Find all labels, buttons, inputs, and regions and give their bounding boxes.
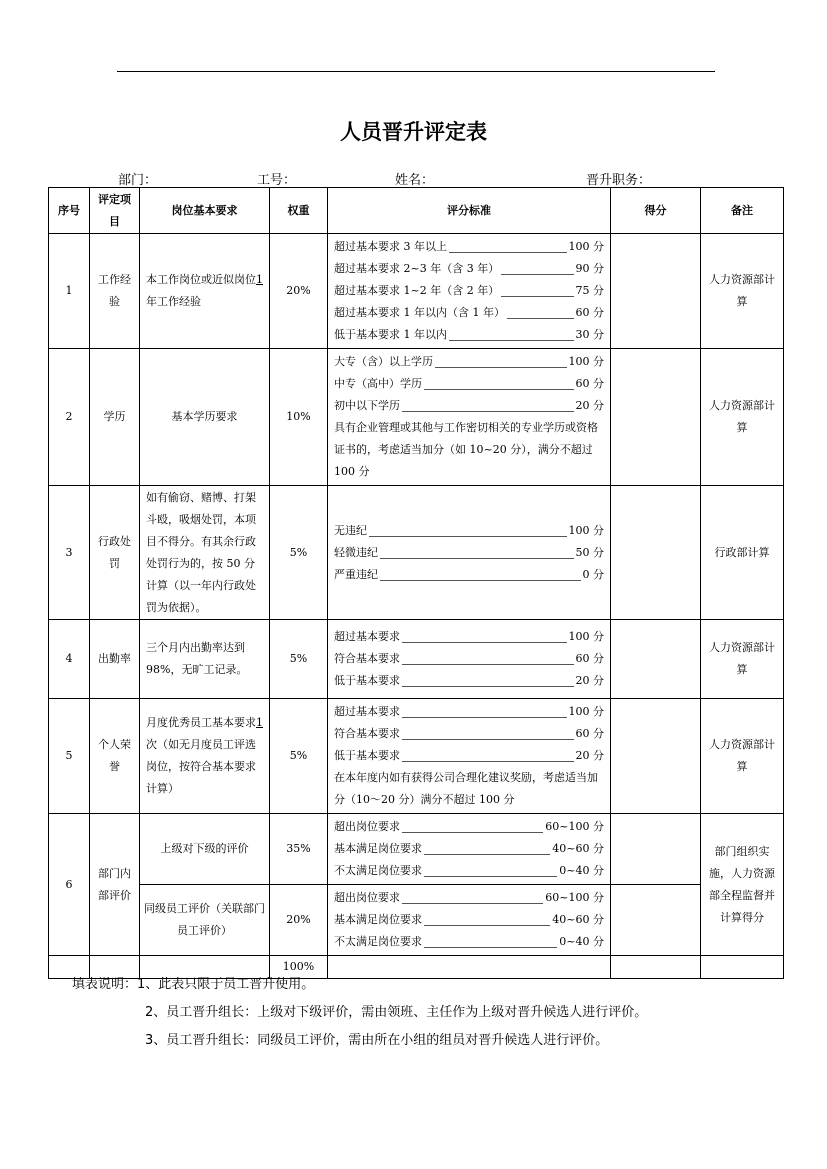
col-header-note: 备注 (701, 188, 784, 234)
col-header-requirement: 岗位基本要求 (140, 188, 270, 234)
col-header-criteria: 评分标准 (328, 188, 611, 234)
table-row (49, 885, 784, 956)
score-input-cell[interactable] (611, 234, 701, 349)
row-weight: 20% (270, 885, 328, 956)
total-score-cell[interactable] (611, 956, 701, 979)
evaluation-table (48, 187, 784, 979)
table-row (49, 699, 784, 814)
col-header-item: 评定项目 (90, 188, 140, 234)
row-item: 个人荣誉 (90, 699, 140, 814)
row-no: 1 (49, 234, 90, 349)
row-requirement: 月度优秀员工基本要求1次（如无月度员工评选岗位，按符合基本要求计算） (140, 699, 270, 814)
row-no: 4 (49, 620, 90, 699)
row-requirement: 三个月内出勤率达到 98%，无旷工记录。 (140, 620, 270, 699)
row-requirement: 同级员工评价（关联部门员工评价） (140, 885, 270, 956)
row-note: 人力资源部计算 (701, 349, 784, 486)
instruction-line-3: 3、员工晋升组长：同级员工评价，需由所在小组的组员对晋升候选人进行评价。 (145, 1033, 609, 1048)
row-requirement: 上级对下级的评价 (140, 814, 270, 885)
table-row (49, 620, 784, 699)
row-requirement: 本工作岗位或近似岗位1年工作经验 (140, 234, 270, 349)
instruction-line-2: 2、员工晋升组长：上级对下级评价，需由领班、主任作为上级对晋升候选人进行评价。 (145, 1005, 648, 1020)
score-input-cell[interactable] (611, 349, 701, 486)
row-item: 部门内部评价 (90, 814, 140, 956)
row-note: 人力资源部计算 (701, 234, 784, 349)
row-item: 工作经验 (90, 234, 140, 349)
table-row (49, 349, 784, 486)
row-weight: 10% (270, 349, 328, 486)
score-input-cell[interactable] (611, 699, 701, 814)
table-row (49, 234, 784, 349)
row-weight: 5% (270, 699, 328, 814)
row-criteria: 超过基本要求 100 分 符合基本要求 60 分 低于基本要求 20 分 (328, 620, 611, 699)
row-no: 2 (49, 349, 90, 486)
table-row (49, 486, 784, 620)
employee-no-label: 工号： (257, 173, 297, 188)
row-weight: 5% (270, 486, 328, 620)
header-rule (117, 71, 715, 72)
score-input-cell[interactable] (611, 885, 701, 956)
row-note: 部门组织实施，人力资源部全程监督并计算得分 (701, 814, 784, 956)
instruction-line-1: 填表说明：1、此表只限于员工晋升使用。 (72, 977, 315, 992)
row-note: 人力资源部计算 (701, 699, 784, 814)
row-item: 行政处罚 (90, 486, 140, 620)
target-position-label: 晋升职务： (586, 173, 652, 188)
score-input-cell[interactable] (611, 620, 701, 699)
row-criteria: 超出岗位要求 60~100 分 基本满足岗位要求 40~60 分 不太满足岗位要求 0~40 分 (328, 885, 611, 956)
row-weight: 35% (270, 814, 328, 885)
row-note: 行政部计算 (701, 486, 784, 620)
row-no: 3 (49, 486, 90, 620)
row-criteria: 无违纪 100 分 轻微违纪 50 分 严重违纪 0 分 (328, 486, 611, 620)
row-criteria: 超过基本要求 100 分 符合基本要求 60 分 低于基本要求 20 分 在本年度内如有获得公司合理化建议奖励，考虑适当加分（10～20 分）满分不超过 100 分 (328, 699, 611, 814)
bonus-note: 在本年度内如有获得公司合理化建议奖励，考虑适当加分（10～20 分）满分不超过 100 分 (334, 771, 598, 806)
row-weight: 5% (270, 620, 328, 699)
row-weight: 20% (270, 234, 328, 349)
page-title: 人员晋升评定表 (340, 120, 487, 144)
score-input-cell[interactable] (611, 486, 701, 620)
row-no: 5 (49, 699, 90, 814)
row-note: 人力资源部计算 (701, 620, 784, 699)
name-label: 姓名： (395, 173, 435, 188)
row-criteria: 大专（含）以上学历 100 分 中专（高中）学历 60 分 初中以下学历 20 分 具有企业管理或其他与工作密切相关的专业学历或资格证书的，考虑适当加分（如 10~20 分），满分不超过 100 分 (328, 349, 611, 486)
row-criteria: 超出岗位要求 60~100 分 基本满足岗位要求 40~60 分 不太满足岗位要求 0~40 分 (328, 814, 611, 885)
col-header-weight: 权重 (270, 188, 328, 234)
header-row (49, 188, 784, 234)
col-header-no: 序号 (49, 188, 90, 234)
dept-label: 部门： (118, 173, 158, 188)
row-requirement: 基本学历要求 (140, 349, 270, 486)
bonus-note: 具有企业管理或其他与工作密切相关的专业学历或资格证书的，考虑适当加分（如 10~20 分），满分不超过 100 分 (334, 421, 598, 478)
row-criteria: 超过基本要求 3 年以上 100 分 超过基本要求 2~3 年（含 3 年） 90 分 超过基本要求 1~2 年（含 2 年） 75 分 超过基本要求 1 年以内（含 1 年） 60 分 低于基本要求 1 年以内 30 分 (328, 234, 611, 349)
score-input-cell[interactable] (611, 814, 701, 885)
col-header-score: 得分 (611, 188, 701, 234)
table-row (49, 814, 784, 885)
row-item: 学历 (90, 349, 140, 486)
total-weight: 100% (270, 956, 328, 979)
row-no: 6 (49, 814, 90, 956)
row-item: 出勤率 (90, 620, 140, 699)
row-requirement: 如有偷窃、赌博、打架斗殴，吸烟处罚，本项目不得分。有其余行政处罚行为的，按 50 分计算（以一年内行政处罚为依据）。 (140, 486, 270, 620)
